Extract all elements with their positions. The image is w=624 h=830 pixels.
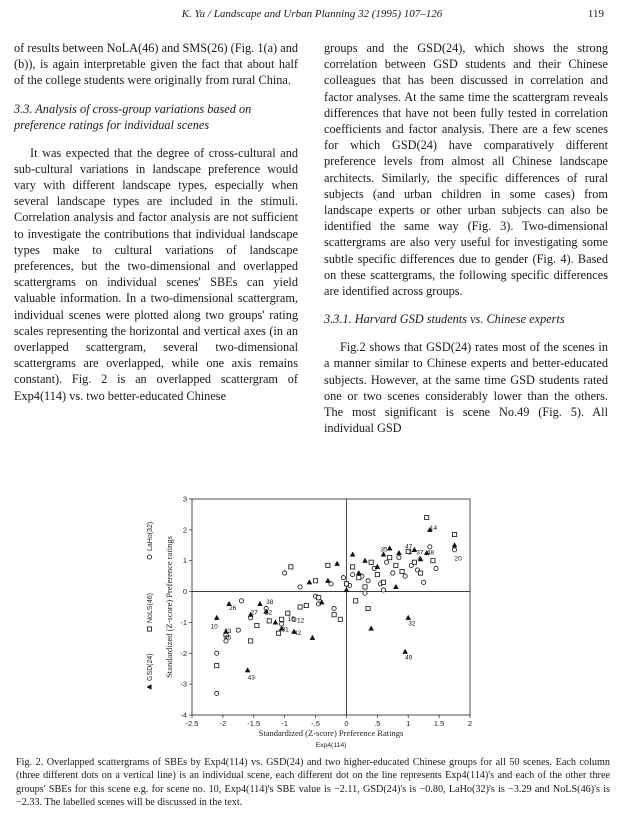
x-axis-group-label: Exp4(114): [315, 742, 347, 749]
scene-label: 10: [210, 623, 218, 631]
data-point-circle: [422, 580, 426, 584]
data-point-square: [375, 573, 379, 577]
y-tick-label: 0: [182, 587, 187, 597]
data-point-square: [412, 560, 416, 564]
data-point-square: [366, 606, 370, 610]
y-tick-label: 3: [182, 494, 187, 504]
y-axis-label: Standardized (Z-score) Preference ratings: [164, 536, 174, 678]
data-point-square: [286, 611, 290, 615]
figure-caption: Fig. 2. Overlapped scattergrams of SBEs by Exp4(114) vs. GSD(24) and two higher-educated Chinese groups for all 50 scenes. Each column (three different dots on a vertical line) is an individual scene, each different dot on the line represents Exp4(114)'s and each of the other three groups' SBEs for this scene e.g. for scene no. 10, Exp4(114)'s SBE value is −2.11, GSD(24)'s is −0.80, LaHo(32)'s is −3.29 and NoLS(46)'s is −2.33. The labelled scenes will be discussed in the text.: [16, 757, 610, 809]
data-point-circle: [363, 591, 367, 595]
scene-label: 48: [426, 549, 434, 557]
data-point-circle: [283, 571, 287, 575]
data-point-circle: [332, 606, 336, 610]
section-heading: 3.3. Analysis of cross-group variations based on preference ratings for individual scenes: [14, 101, 252, 132]
scattergram-figure: [140, 487, 500, 751]
scene-label: 3: [408, 549, 412, 557]
data-point-circle: [215, 691, 219, 695]
y-tick-label: -2: [180, 648, 187, 658]
data-point-circle: [397, 556, 401, 560]
data-point-circle: [391, 571, 395, 575]
scene-label: 20: [454, 555, 462, 563]
scene-label: 26: [229, 605, 237, 613]
y-tick-label: -4: [180, 710, 187, 720]
data-point-triangle: [245, 668, 250, 672]
paragraph: Fig.2 shows that GSD(24) rates most of the scenes in a manner similar to Chinese experts and better-educated subjects. However, at the same time GSD students rated one or two scenes considerably lower than the others. The most significant is scene No.49 (Fig. 5). All individual GSD: [324, 340, 608, 436]
scene-label: 35: [380, 546, 388, 554]
data-point-square: [326, 563, 330, 567]
legend-label: NoLS(46): [147, 593, 154, 623]
x-axis-label: Standardized (Z-score) Preference Ratings: [258, 728, 404, 738]
data-point-triangle: [335, 561, 340, 565]
data-point-square: [332, 613, 336, 617]
data-point-square: [418, 571, 422, 575]
scene-label: 15: [287, 615, 295, 623]
data-point-square: [317, 596, 321, 600]
scene-label: 37: [416, 549, 424, 557]
data-point-triangle: [258, 601, 263, 605]
scene-label: 12: [297, 617, 305, 625]
data-point-circle: [298, 585, 302, 589]
left-column: [14, 40, 298, 404]
data-point-triangle: [452, 543, 457, 547]
data-point-square: [338, 617, 342, 621]
data-point-square: [304, 603, 308, 607]
scene-label: 43: [247, 674, 255, 682]
x-tick-label: 1.5: [433, 719, 445, 728]
data-point-triangle: [356, 570, 361, 574]
data-point-triangle: [363, 558, 368, 562]
x-tick-label: -2.5: [185, 719, 199, 728]
data-point-circle: [452, 548, 456, 552]
data-point-triangle: [326, 578, 331, 582]
data-point-square: [267, 619, 271, 623]
data-point-triangle: [387, 546, 392, 550]
page-number: 119: [587, 8, 604, 20]
data-point-circle: [385, 560, 389, 564]
y-tick-label: 2: [182, 525, 187, 535]
data-point-triangle: [310, 635, 315, 639]
data-point-triangle: [397, 550, 402, 554]
scene-label: 33: [224, 628, 232, 636]
legend-label: LaHo(32): [147, 521, 154, 551]
data-point-square: [313, 579, 317, 583]
legend-label: GSD(24): [147, 653, 154, 681]
data-point-square: [276, 631, 280, 635]
scene-label: 32: [408, 620, 416, 628]
x-tick-label: -2: [219, 719, 227, 728]
data-point-square: [388, 556, 392, 560]
data-point-square: [394, 563, 398, 567]
data-point-square: [215, 664, 219, 668]
data-point-square: [381, 580, 385, 584]
scene-label: 14: [429, 524, 438, 532]
data-point-circle: [366, 579, 370, 583]
x-tick-label: 1: [406, 719, 411, 728]
x-tick-label: -1.5: [247, 719, 261, 728]
data-point-square: [255, 623, 259, 627]
scene-label: 38: [266, 598, 274, 606]
subsection-heading: 3.3.1. Harvard GSD students vs. Chinese experts: [324, 312, 565, 327]
legend-item: [147, 522, 154, 559]
data-point-triangle: [369, 626, 374, 630]
running-title: K. Yu / Landscape and Urban Planning 32 (1995) 107–126: [181, 8, 443, 20]
x-tick-label: -.5: [311, 719, 320, 728]
x-tick-label: -1: [281, 719, 289, 728]
scene-label: 47: [405, 543, 413, 551]
data-point-circle: [381, 588, 385, 592]
data-point-triangle: [350, 552, 355, 556]
legend-item: [147, 653, 154, 689]
scene-label: 45: [224, 634, 232, 642]
data-point-triangle: [273, 620, 278, 624]
y-tick-label: -3: [180, 679, 187, 689]
data-point-circle: [403, 574, 407, 578]
x-tick-label: .5: [374, 719, 381, 728]
data-point-square: [249, 639, 253, 643]
data-point-square: [279, 617, 283, 621]
paragraph: groups and the GSD(24), which shows the strong correlation between GSD students and their Chinese colleagues that has been discussed in correlation and factor analyses. At the same time the scattergram reveals differences that have not been fully tested in correlation coefficients and factor analysis. There are a few scenes for which GSD(24) have comparatively different preference levels from almost all Chinese landscape architects. Similarly, the specific differences of rural subjects (and urban children in some cases) from landscape experts or other urban subjects can also be identified the same way (Fig. 3). Two-dimensional scattergrams are also very useful for investigating some subtle specific differences due to gender (Fig. 4). Based on these scattergrams, the following specific differences are identified across groups.: [324, 41, 608, 299]
data-point-triangle: [214, 615, 219, 619]
data-point-square: [357, 576, 361, 580]
data-point-square: [351, 565, 355, 569]
legend-marker: [147, 685, 151, 690]
data-point-square: [431, 559, 435, 563]
legend-item: [147, 593, 154, 631]
x-tick-label: 0: [344, 719, 349, 728]
data-point-circle: [341, 576, 345, 580]
data-point-square: [369, 560, 373, 564]
data-point-circle: [428, 545, 432, 549]
data-point-triangle: [403, 649, 408, 653]
data-point-square: [425, 515, 429, 519]
data-point-circle: [279, 622, 283, 626]
scene-label: 4: [417, 555, 422, 563]
y-tick-label: -1: [180, 617, 187, 627]
scene-label: 22: [264, 609, 273, 617]
data-point-circle: [239, 599, 243, 603]
data-point-square: [363, 585, 367, 589]
data-point-square: [400, 569, 404, 573]
data-point-circle: [236, 628, 240, 632]
x-tick-label: 2: [467, 719, 473, 728]
data-point-circle: [215, 651, 219, 655]
scene-label: 49: [405, 654, 413, 662]
data-point-triangle: [406, 615, 411, 619]
scene-label: 31: [281, 626, 289, 634]
scene-label: 42: [293, 629, 302, 637]
data-point-square: [289, 565, 293, 569]
right-column: [324, 40, 608, 436]
y-tick-label: 1: [182, 556, 187, 566]
paragraph: It was expected that the degree of cross-cultural and sub-cultural variations in landscape preference would vary with different landscape types, especially when several landscape types are included in the stimuli. Correlation analysis and factor analysis are not sufficient to investigate the contributions that individual landscape types make to cultural variations of landscape preferences, but the two-dimensional and overlapped scattergrams on individual scenes' SBEs can yield valuable information. In a two-dimensional scattergram, individual scenes were plotted along two groups' rating scales representing the horizontal and vertical axes (in an overlapped scattergram, several two-dimensional scattergrams are overlapped, while one axis remains constant). Fig. 2 is an overlapped scattergram of Exp4(114) vs. two better-educated Chinese: [14, 145, 298, 403]
data-point-square: [344, 582, 348, 586]
scene-label: 27: [250, 609, 258, 617]
data-point-circle: [434, 566, 438, 570]
data-point-square: [298, 605, 302, 609]
data-point-square: [354, 599, 358, 603]
running-header: [14, 8, 610, 24]
legend-marker: [147, 555, 151, 559]
data-point-triangle: [344, 587, 349, 591]
data-point-square: [452, 532, 456, 536]
data-point-circle: [351, 573, 355, 577]
data-point-triangle: [393, 584, 398, 588]
legend-marker: [147, 627, 151, 631]
data-point-triangle: [307, 580, 312, 584]
paragraph: of results between NoLA(46) and SMS(26) (Fig. 1(a) and (b)), is again interpretable given the fact that about half of the college students were originally from rural China.: [14, 41, 298, 88]
